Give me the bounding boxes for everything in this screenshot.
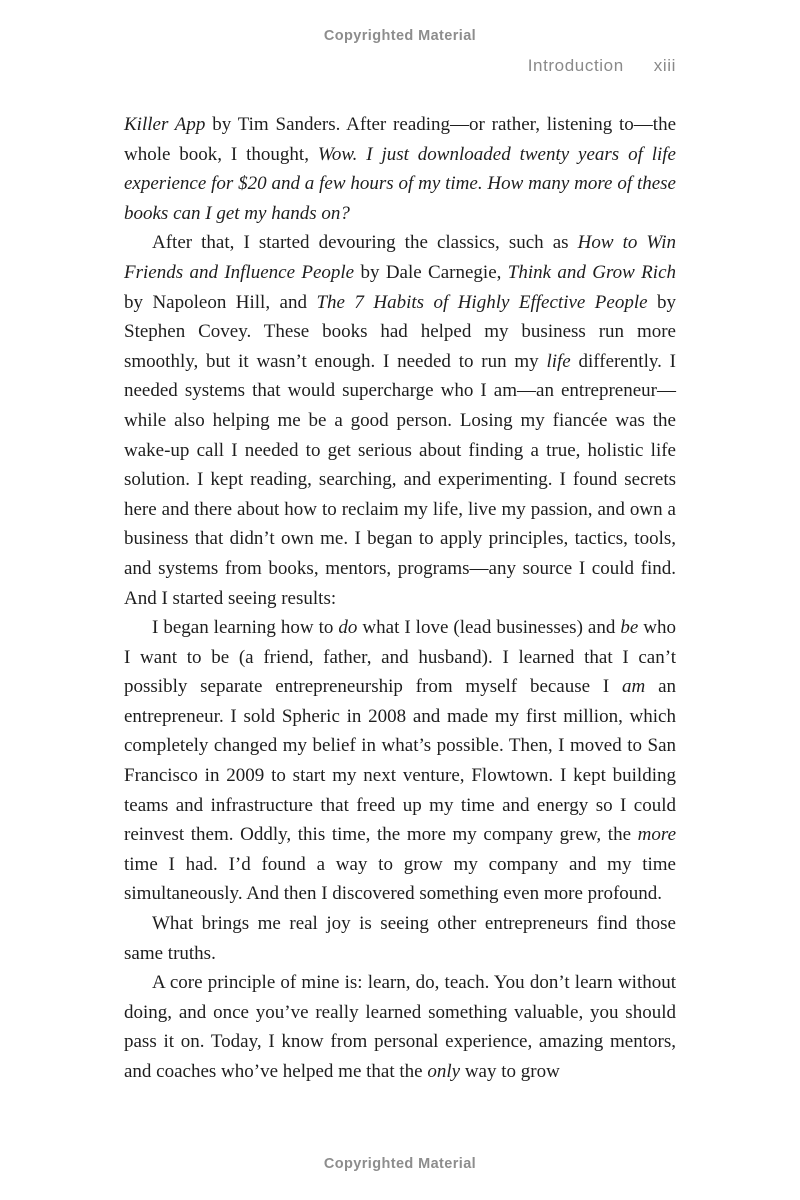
italic-text-segment: How to Win Friends and Influence People: [124, 232, 676, 283]
paragraph: [124, 613, 676, 909]
running-head-chapter-title: Introduction: [527, 56, 624, 75]
italic-text-segment: Think and Grow Rich: [507, 261, 676, 283]
paragraph: [124, 228, 676, 613]
italic-text-segment: do: [338, 617, 358, 639]
text-segment: time I had. I’d found a way to grow my company and my time simultaneously. And then I discovered something even more profound.: [124, 853, 676, 905]
copyright-notice-top: Copyrighted Material: [323, 28, 477, 44]
italic-text-segment: Wow. I just downloaded twenty years of life experience for $20 and a few hours of my time. How many more of these books can I get my hands on?: [124, 143, 676, 224]
text-segment: who I want to be (a friend, father, and husband). I learned that I can’t possibly separate entrepreneurship from myself because I: [124, 617, 676, 698]
italic-text-segment: be: [620, 617, 639, 639]
text-segment: by Dale Carnegie,: [354, 261, 508, 283]
text-segment: by Tim Sanders. After reading—or rather, listening to—the whole book, I thought,: [124, 114, 676, 165]
text-segment: way to grow: [460, 1061, 560, 1082]
copyright-notice-bottom: Copyrighted Material: [323, 1156, 477, 1172]
paragraph: [124, 909, 676, 968]
text-segment: A core principle of mine is: learn, do, teach. You don’t learn without doing, and once you’ve really learned something valuable, you should pass it on. Today, I know from personal experience, amazing mentors, and coaches who’ve helped me that the: [124, 972, 676, 1082]
paragraph: [124, 968, 676, 1086]
text-segment: What brings me real joy is seeing other entrepreneurs find those same truths.: [124, 913, 676, 964]
italic-text-segment: life: [546, 350, 571, 372]
text-segment: After that, I started devouring the classics, such as: [152, 232, 578, 254]
italic-text-segment: The 7 Habits of Highly Effective People: [316, 291, 648, 313]
running-head: [528, 56, 676, 76]
text-segment: what I love (lead businesses) and: [357, 617, 621, 639]
text-segment: an entrepreneur. I sold Spheric in 2008 and made my first million, which completely changed my belief in what’s possible. Then, I moved to San Francisco in 2009 to start my next venture, Flowtown. I kept building teams and infrastructure that freed up my time and energy so I could reinvest them. Oddly, this time, the more my company grew, the: [124, 676, 677, 846]
italic-text-segment: only: [427, 1061, 461, 1082]
italic-text-segment: Killer App: [124, 114, 206, 135]
text-segment: by Stephen Covey. These books had helped my business run more smoothly, but it wasn’t enough. I needed to run my: [124, 291, 677, 372]
italic-text-segment: am: [622, 676, 646, 698]
page-number: xiii: [653, 56, 676, 75]
page-body: [124, 110, 676, 1087]
text-segment: differently. I needed systems that would supercharge who I am—an entrepreneur—while also helping me be a good person. Losing my fiancée was the wake-up call I needed to get serious about finding a true, holistic life solution. I kept reading, searching, and experimenting. I found secrets here and there about how to reclaim my life, live my passion, and own a business that didn’t own me. I began to apply principles, tactics, tools, and systems from books, mentors, programs—any source I could find. And I started seeing results:: [124, 350, 676, 609]
italic-text-segment: more: [637, 824, 676, 846]
paragraph: [124, 110, 676, 228]
text-segment: I began learning how to: [152, 617, 339, 639]
text-segment: by Napoleon Hill, and: [124, 291, 317, 313]
